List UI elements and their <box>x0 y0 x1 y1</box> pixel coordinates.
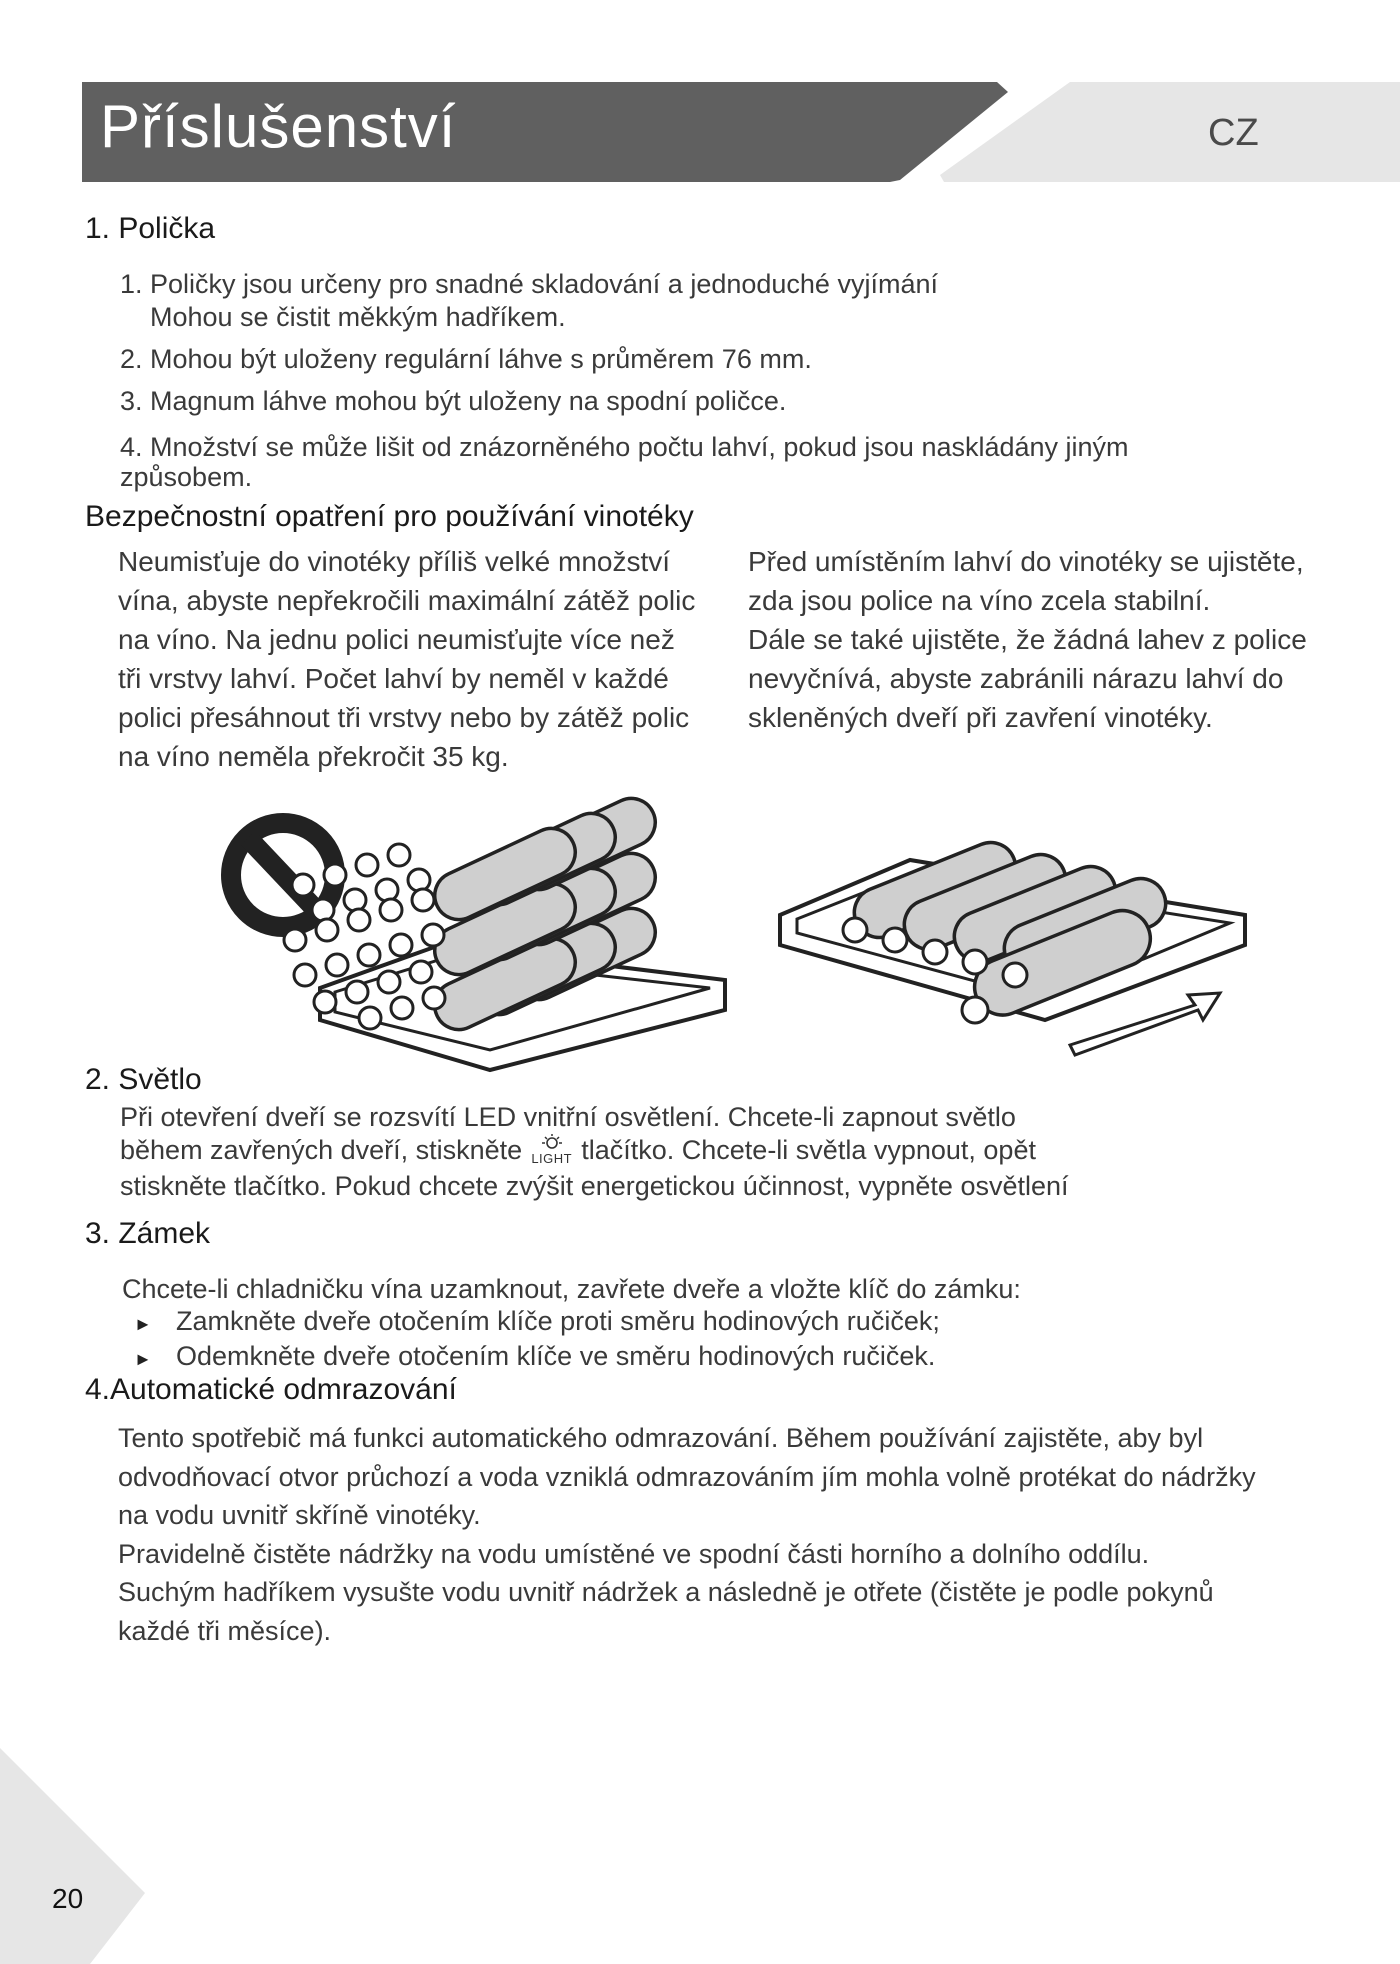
safety-left-line: na víno neměla překročit 35 kg. <box>118 741 509 772</box>
correct-shelf-illustration <box>775 815 1255 1065</box>
section-heading-shelf: 1. Polička <box>85 212 216 245</box>
safety-right-line: zda jsou police na víno zcela stabilní. <box>748 585 1211 616</box>
light-icon-label: LIGHT <box>531 1151 573 1167</box>
light-paragraph <box>120 1101 1069 1203</box>
safety-right-line: skleněných dveří při zavření vinotéky. <box>748 702 1213 733</box>
section-heading-light: 2. Světlo <box>85 1063 202 1096</box>
lock-bullet-item <box>122 1340 1021 1375</box>
safety-right-line: nevyčnívá, abyste zabránili nárazu lahví do <box>748 663 1284 694</box>
header-right-shape <box>940 82 1400 182</box>
safety-left-line: tři vrstvy lahví. Počet lahví by neměl v každé <box>118 663 669 694</box>
lock-intro: Chcete-li chladničku vína uzamknout, zavřete dveře a vložte klíč do zámku: <box>122 1274 1021 1304</box>
shelf-item-4-line2: způsobem. <box>120 462 253 492</box>
shelf-item-1 <box>120 268 938 334</box>
section-heading-lock: 3. Zámek <box>85 1217 211 1250</box>
defrost-line: odvodňovací otvor průchozí a voda vzniklá odmrazováním jím mohla volně protékat do nádržky <box>118 1461 1256 1492</box>
safety-right-line: Před umístěním lahví do vinotéky se ujistěte, <box>748 546 1304 577</box>
triangle-bullet-icon: ► <box>134 1349 152 1369</box>
language-code: CZ <box>1208 112 1259 154</box>
shelf-item-2: 2. Mohou být uloženy regulární láhve s průměrem 76 mm. <box>120 344 812 374</box>
lock-paragraph <box>122 1273 1021 1375</box>
safety-left-line: vína, abyste nepřekročili maximální zátěž polic <box>118 585 696 616</box>
safety-left-column <box>118 542 695 776</box>
defrost-line: Tento spotřebič má funkci automatického odmrazování. Během používání zajistěte, aby byl <box>118 1423 1204 1453</box>
section-heading-safety: Bezpečnostní opatření pro používání vinotéky <box>85 500 694 533</box>
page-title: Příslušenství <box>100 93 457 160</box>
light-button-icon <box>530 1134 574 1165</box>
safety-left-line: polici přesáhnout tři vrstvy nebo by zátěž polic <box>118 702 690 733</box>
lock-bullet-text: Odemkněte dveře otočením klíče ve směru hodinových ručiček. <box>176 1341 936 1371</box>
light-line-2-start: během zavřených dveří, stiskněte <box>120 1135 523 1165</box>
shelf-item-1-line1: 1. Poličky jsou určeny pro snadné skladování a jednoduché vyjímání <box>120 269 938 299</box>
footer-left-shape <box>0 1748 145 1964</box>
safety-right-column <box>748 542 1307 737</box>
triangle-bullet-icon: ► <box>134 1314 152 1334</box>
section-heading-defrost: 4.Automatické odmrazování <box>85 1373 457 1406</box>
light-line-3: stiskněte tlačítko. Pokud chcete zvýšit energetickou účinnost, vypněte osvětlení <box>120 1171 1069 1201</box>
shelf-item-3: 3. Magnum láhve mohou být uloženy na spodní poličce. <box>120 386 787 416</box>
shelf-item-4 <box>120 432 1129 492</box>
defrost-paragraph <box>118 1419 1256 1650</box>
single-layer-bottles <box>843 835 1173 1023</box>
lock-bullet-text: Zamkněte dveře otočením klíče proti směru hodinových ručiček; <box>176 1306 940 1336</box>
safety-right-line: Dále se také ujistěte, že žádná lahev z police <box>748 624 1307 655</box>
light-line-2 <box>120 1134 1069 1170</box>
defrost-line: na vodu uvnitř skříně vinotéky. <box>118 1500 481 1530</box>
safety-left-line: na víno. Na jednu polici neumisťujte více než <box>118 624 675 655</box>
light-line-2-end: tlačítko. Chcete-li světla vypnout, opět <box>581 1135 1036 1165</box>
safety-left-line: Neumisťuje do vinotéky příliš velké množství <box>118 546 671 577</box>
defrost-line: Suchým hadříkem vysušte vodu uvnitř nádržek a následně je otřete (čistěte je podle pokynů <box>118 1577 1214 1607</box>
shelf-item-4-line1: 4. Množství se může lišit od znázorněného počtu lahví, pokud jsou naskládány jiným <box>120 432 1129 462</box>
overloaded-shelf-illustration <box>210 780 750 1070</box>
defrost-line: Pravidelně čistěte nádržky na vodu umístěné ve spodní části horního a dolního oddílu. <box>118 1538 1150 1569</box>
light-line-1: Při otevření dveří se rozsvítí LED vnitřní osvětlení. Chcete-li zapnout světlo <box>120 1102 1016 1132</box>
defrost-line: každé tři měsíce). <box>118 1615 332 1646</box>
page-number: 20 <box>52 1883 84 1914</box>
shelf-item-1-line2: Mohou se čistit měkkým hadříkem. <box>150 302 566 332</box>
lock-bullet-item <box>122 1305 1021 1340</box>
